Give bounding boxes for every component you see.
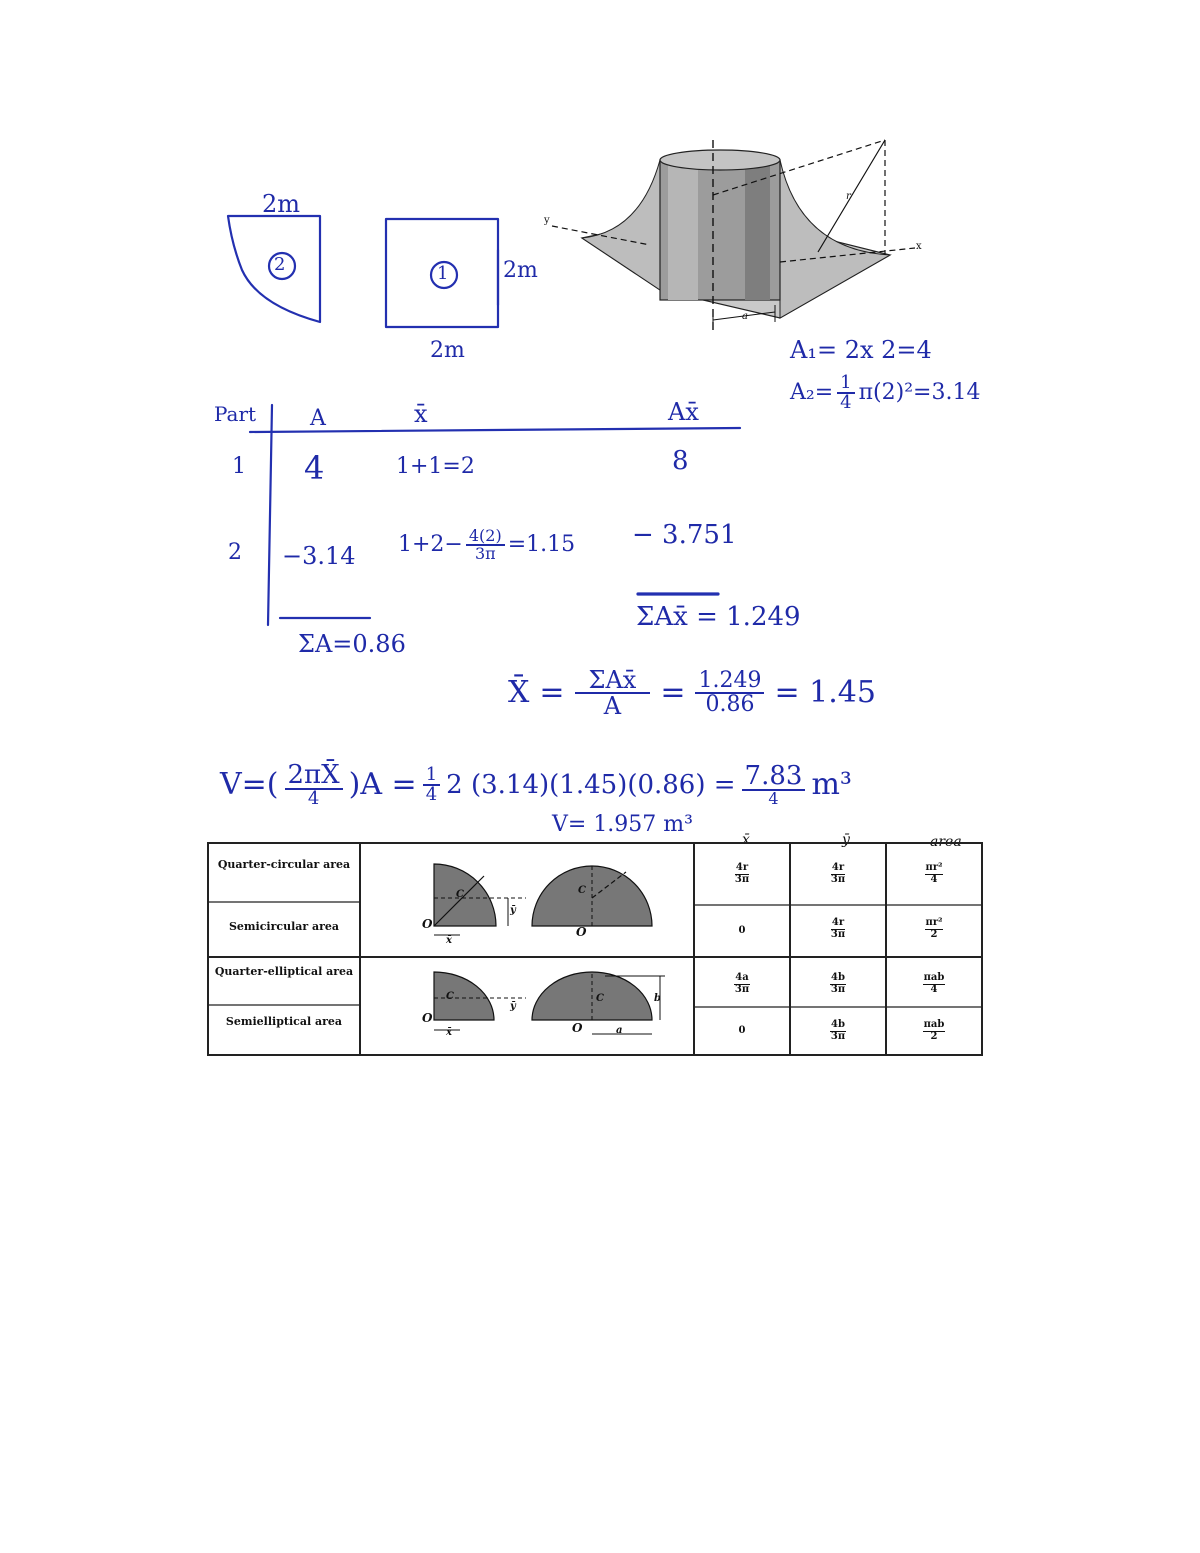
row1-part: 1 bbox=[232, 454, 246, 479]
ref-row-3-y: 4b 3π bbox=[830, 1019, 846, 1042]
sum-ax: ΣAx̄ = 1.249 bbox=[636, 602, 801, 632]
volume-frac-den: 4 bbox=[307, 788, 320, 809]
row2-part: 2 bbox=[228, 540, 242, 565]
shape-1-number: 1 bbox=[437, 263, 449, 284]
diag-xbar-2: x̄ bbox=[446, 1027, 452, 1038]
area-a1: A₁= 2x 2=4 bbox=[790, 336, 932, 364]
ref-row-3-area: πab 2 bbox=[923, 1019, 945, 1042]
centroid-lhs: X̄ bbox=[508, 675, 530, 710]
ref-col-area: area bbox=[930, 834, 962, 850]
ref-row-2-y: 4b 3π bbox=[830, 972, 846, 995]
header-a: A bbox=[310, 406, 326, 431]
area-a2-lhs: A₂= bbox=[790, 380, 834, 405]
row1-xbar: 1+1=2 bbox=[396, 454, 475, 479]
header-part: Part bbox=[214, 402, 257, 426]
centroid-frac1-num: ΣAx̄ bbox=[575, 668, 651, 694]
area-a2-frac-den: 4 bbox=[840, 392, 852, 413]
ref-col-y: ȳ bbox=[842, 832, 850, 848]
volume-res-den: 4 bbox=[768, 789, 779, 808]
centroid-frac2-den: 0.86 bbox=[705, 692, 755, 717]
offset-label: a bbox=[742, 311, 748, 322]
centroid-eq1: = bbox=[539, 675, 565, 710]
ref-col-x: x̄ bbox=[742, 832, 750, 848]
row2-xbar-frac-den: 3π bbox=[474, 544, 496, 563]
row2-xbar-frac-num: 4(2) bbox=[466, 528, 505, 546]
radius-label: r bbox=[846, 191, 851, 202]
diag-o-2: O bbox=[576, 925, 587, 939]
ref-row-2-area: πab 4 bbox=[923, 972, 945, 995]
ref-row-2-label: Quarter-elliptical area bbox=[214, 965, 354, 978]
diag-o-3: O bbox=[422, 1011, 433, 1025]
area-a2-rhs: π(2)²=3.14 bbox=[858, 380, 981, 405]
axis-y-label: y bbox=[544, 215, 550, 226]
ref-row-1-x: 0 bbox=[738, 925, 746, 936]
diag-a: a bbox=[616, 1025, 623, 1036]
volume-lhs: V=( bbox=[220, 767, 279, 802]
volume-final: V= 1.957 m³ bbox=[552, 812, 693, 837]
centroid-frac1-den: A bbox=[603, 692, 622, 720]
volume-rest: 2 (3.14)(1.45)(0.86) = bbox=[446, 770, 736, 800]
diag-c-2: C bbox=[578, 885, 586, 896]
sum-a: ΣA=0.86 bbox=[298, 630, 406, 658]
centroid-eq2: = bbox=[660, 675, 686, 710]
header-xbar: x̄ bbox=[414, 400, 428, 428]
row1-a: 4 bbox=[304, 449, 325, 487]
diag-xbar-1: x̄ bbox=[446, 935, 452, 946]
row1-axbar: 8 bbox=[672, 446, 689, 476]
row2-a: −3.14 bbox=[282, 542, 356, 570]
volume-coef-num: 1 bbox=[423, 766, 440, 786]
ref-row-2-x: 4a 3π bbox=[734, 972, 750, 995]
shape-2-dim-top: 2m bbox=[262, 190, 301, 218]
ref-row-1-area: πr² 2 bbox=[925, 917, 943, 940]
shape-2-number: 2 bbox=[274, 254, 286, 275]
ref-row-0-x: 4r 3π bbox=[734, 862, 750, 885]
ref-row-1-label: Semicircular area bbox=[228, 920, 340, 933]
centroid-frac2-num: 1.249 bbox=[695, 670, 764, 694]
ref-row-1-y: 4r 3π bbox=[830, 917, 846, 940]
diag-c-4: C bbox=[596, 993, 604, 1004]
axis-x-label: x bbox=[916, 241, 922, 252]
centroid-result: = 1.45 bbox=[774, 675, 876, 710]
ref-row-0-area: πr² 4 bbox=[925, 862, 943, 885]
volume-coef-den: 4 bbox=[425, 784, 438, 805]
volume-res-num: 7.83 bbox=[742, 763, 806, 791]
area-a2-frac-num: 1 bbox=[837, 374, 854, 394]
row2-xbar-pre: 1+2− bbox=[398, 532, 463, 557]
diag-ybar-1: ȳ bbox=[510, 905, 516, 916]
shape-1-dim-right: 2m bbox=[503, 258, 538, 283]
volume-frac-num: 2πX̄ bbox=[285, 762, 343, 790]
row2-axbar: − 3.751 bbox=[632, 520, 737, 550]
diag-b: b bbox=[654, 993, 661, 1004]
diag-o-4: O bbox=[572, 1021, 583, 1035]
row2-xbar-post: =1.15 bbox=[507, 532, 576, 557]
ref-row-0-y: 4r 3π bbox=[830, 862, 846, 885]
volume-mid: )A = bbox=[348, 767, 417, 802]
diag-ybar-2: ȳ bbox=[510, 1001, 516, 1012]
diag-c-3: C bbox=[446, 991, 454, 1002]
ref-row-3-label: Semielliptical area bbox=[225, 1015, 343, 1028]
diag-c-1: C bbox=[456, 889, 464, 900]
diag-o-1: O bbox=[422, 917, 433, 931]
volume-unit: m³ bbox=[811, 767, 852, 802]
ref-row-3-x: 0 bbox=[738, 1025, 746, 1036]
shape-1-dim-bottom: 2m bbox=[430, 338, 465, 363]
ref-row-0-label: Quarter-circular area bbox=[217, 858, 351, 871]
header-axbar: Ax̄ bbox=[668, 398, 699, 426]
